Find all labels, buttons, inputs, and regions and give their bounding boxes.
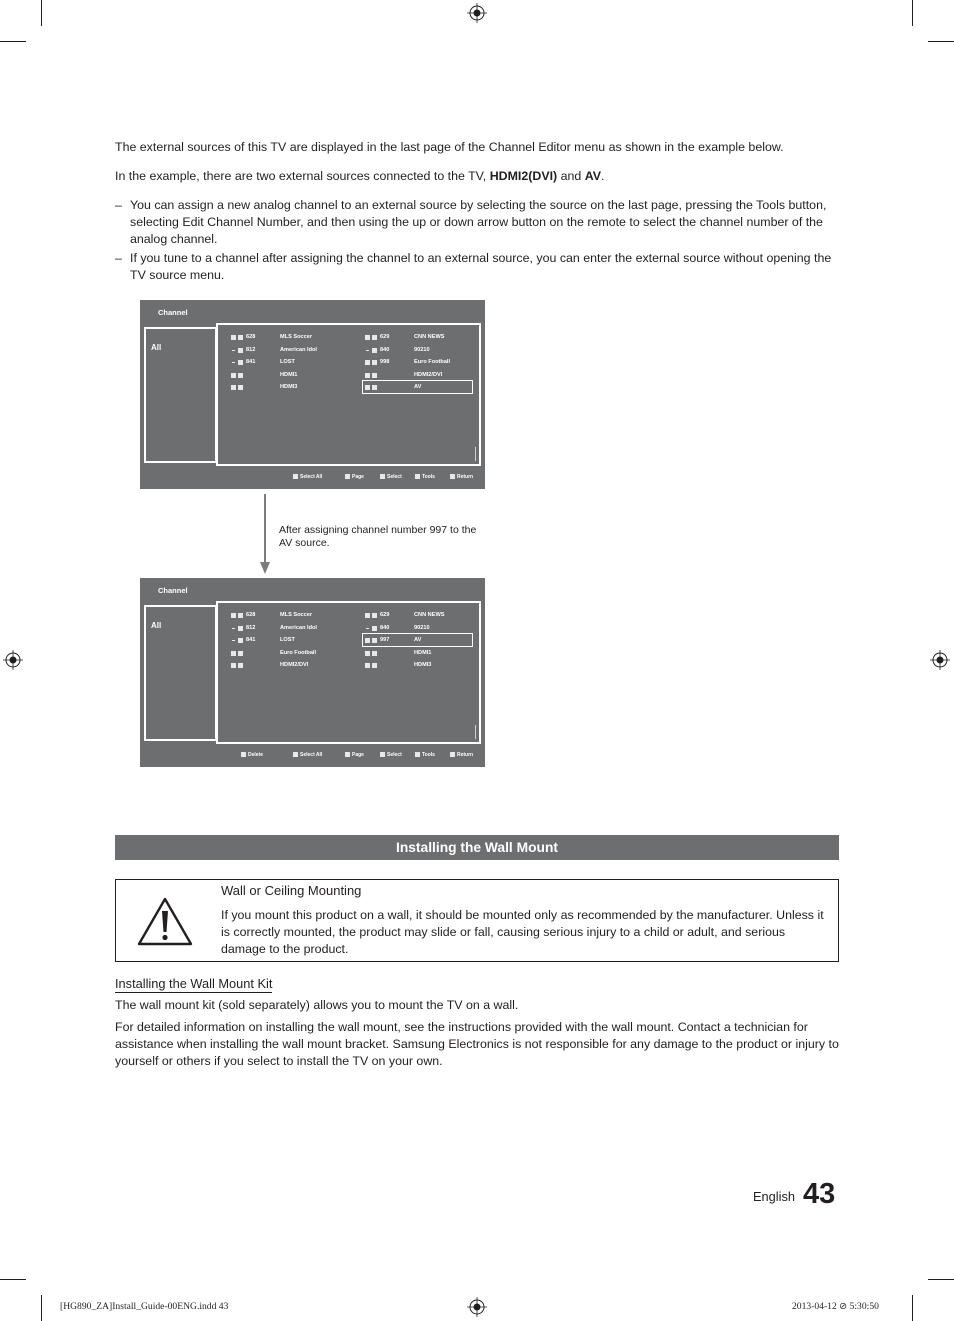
- registration-mark-icon: [467, 1297, 487, 1317]
- channel-row[interactable]: [231, 661, 341, 671]
- channel-name: HDMI3: [414, 662, 432, 668]
- channel-name: Euro Football: [280, 649, 317, 656]
- channel-name: HDMI1: [414, 649, 432, 656]
- antenna-type-icon: [238, 613, 243, 618]
- osd-footer-label: Select All: [300, 474, 323, 480]
- crop-mark: [928, 41, 954, 42]
- checkbox-icon[interactable]: [365, 385, 370, 390]
- checkbox-icon[interactable]: [365, 348, 370, 353]
- channel-row[interactable]: [365, 611, 475, 621]
- crop-mark: [912, 1295, 913, 1321]
- registration-mark-icon: [467, 3, 487, 23]
- registration-mark-icon: [3, 650, 23, 670]
- footer-language: English: [753, 1189, 795, 1204]
- osd-footer-button[interactable]: [380, 752, 402, 760]
- scrollbar: [475, 447, 476, 461]
- channel-row[interactable]: [231, 358, 341, 368]
- osd-footer-label: Page: [352, 474, 364, 480]
- kit-detail-paragraph: For detailed information on installing the wall mount, see the instructions provided with the wall mount. Contact a technician for assistance when installing the wall mount bracket. Samsung Electronics is not responsible for any damage to the product or injury to yourself or others if you select to install the TV on your own.: [115, 1020, 839, 1068]
- channel-name: MLS Soccer: [280, 612, 313, 618]
- channel-name: HDMI1: [280, 371, 298, 378]
- dash-marker: –: [115, 251, 122, 265]
- channel-number: 628: [246, 612, 256, 618]
- channel-row[interactable]: [365, 649, 475, 659]
- osd-footer-button[interactable]: [345, 474, 364, 482]
- channel-name: American Idol: [280, 624, 317, 631]
- checkbox-icon[interactable]: [365, 335, 370, 340]
- checkbox-icon[interactable]: [365, 663, 370, 668]
- channel-row[interactable]: [365, 333, 475, 343]
- channel-name: CNN NEWS: [414, 334, 445, 340]
- remote-button-icon: [345, 474, 350, 479]
- channel-row[interactable]: [365, 636, 475, 646]
- arrow-down-icon: [260, 562, 270, 574]
- example-text: .: [601, 169, 605, 183]
- print-slug-date: 2013-04-12 ⊘ 5:30:50: [792, 1301, 879, 1312]
- channel-name: HDMI3: [280, 384, 298, 390]
- checkbox-icon[interactable]: [231, 385, 236, 390]
- channel-number: 840: [380, 624, 390, 631]
- channel-row[interactable]: [231, 346, 341, 356]
- av-source-name: AV: [584, 169, 602, 183]
- example-text: and: [557, 169, 585, 183]
- checkbox-icon[interactable]: [231, 348, 236, 353]
- osd-footer-label: Delete: [248, 752, 264, 758]
- channel-name: LOST: [280, 637, 295, 643]
- osd-footer-button[interactable]: [415, 752, 435, 760]
- channel-name: American Idol: [280, 346, 317, 353]
- antenna-type-icon: [238, 663, 243, 668]
- remote-button-icon: [415, 474, 420, 479]
- antenna-type-icon: [238, 335, 243, 340]
- osd-footer-label: Select: [387, 752, 402, 758]
- checkbox-icon[interactable]: [231, 626, 236, 631]
- checkbox-icon[interactable]: [231, 360, 236, 365]
- checkbox-icon[interactable]: [231, 335, 236, 340]
- channel-number: 841: [246, 359, 256, 365]
- checkbox-icon[interactable]: [365, 638, 370, 643]
- example-text: In the example, there are two external sources connected to the TV,: [115, 169, 490, 183]
- osd-footer-button[interactable]: [241, 752, 263, 760]
- antenna-type-icon: [372, 638, 377, 643]
- channel-row[interactable]: [365, 346, 475, 356]
- antenna-type-icon: [238, 360, 243, 365]
- osd-footer-button[interactable]: [450, 474, 473, 482]
- antenna-type-icon: [372, 373, 377, 378]
- antenna-type-icon: [238, 385, 243, 390]
- category-all: All: [151, 343, 162, 352]
- antenna-type-icon: [372, 360, 377, 365]
- osd-footer-label: Tools: [422, 474, 435, 480]
- channel-row[interactable]: [365, 358, 475, 368]
- channel-name: 90210: [414, 346, 430, 353]
- crop-mark: [0, 1279, 26, 1280]
- crop-mark: [928, 1279, 954, 1280]
- osd-footer-label: Return: [457, 474, 474, 480]
- note-text: If you tune to a channel after assigning the channel to an external source, you can enter the external source without opening the TV source menu.: [130, 251, 832, 282]
- note-item: [115, 250, 840, 284]
- checkbox-icon[interactable]: [231, 663, 236, 668]
- channel-name: LOST: [280, 359, 295, 365]
- channel-number: 628: [246, 334, 256, 340]
- channel-number: 998: [380, 359, 390, 365]
- channel-name: AV: [414, 637, 422, 643]
- remote-button-icon: [450, 752, 455, 757]
- registration-mark-icon: [930, 650, 950, 670]
- channel-row[interactable]: [231, 649, 341, 659]
- channel-row[interactable]: [365, 661, 475, 671]
- channel-row[interactable]: [231, 371, 341, 381]
- checkbox-icon[interactable]: [231, 613, 236, 618]
- remote-button-icon: [241, 752, 246, 757]
- channel-category-panel: [144, 605, 217, 741]
- remote-button-icon: [415, 752, 420, 757]
- remote-button-icon: [293, 752, 298, 757]
- antenna-type-icon: [372, 335, 377, 340]
- osd-footer-label: Select: [387, 474, 402, 480]
- remote-button-icon: [450, 474, 455, 479]
- channel-name: 90210: [414, 624, 430, 631]
- osd-footer-button[interactable]: [380, 474, 402, 482]
- checkbox-icon[interactable]: [365, 360, 370, 365]
- category-all: All: [151, 621, 162, 630]
- channel-row[interactable]: [365, 371, 475, 381]
- channel-number: 841: [246, 637, 256, 643]
- channel-row[interactable]: [365, 383, 475, 393]
- warning-triangle-icon: [137, 897, 193, 947]
- channel-number: 812: [246, 346, 256, 353]
- antenna-type-icon: [372, 663, 377, 668]
- antenna-type-icon: [372, 651, 377, 656]
- channel-row[interactable]: [231, 611, 341, 621]
- channel-name: CNN NEWS: [414, 612, 445, 618]
- warning-title: Wall or Ceiling Mounting: [221, 883, 362, 898]
- checkbox-icon[interactable]: [365, 373, 370, 378]
- channel-name: MLS Soccer: [280, 334, 313, 340]
- warning-box: [115, 879, 839, 962]
- channel-name: AV: [414, 384, 422, 390]
- remote-button-icon: [293, 474, 298, 479]
- channel-number: 997: [380, 637, 390, 643]
- remote-button-icon: [380, 752, 385, 757]
- osd-footer-label: Page: [352, 752, 364, 758]
- scrollbar: [475, 725, 476, 739]
- example-paragraph: [115, 168, 840, 185]
- channel-row[interactable]: [365, 624, 475, 634]
- channel-row[interactable]: [231, 383, 341, 393]
- crop-mark: [41, 1295, 42, 1321]
- channel-number: 629: [380, 612, 390, 618]
- antenna-type-icon: [238, 348, 243, 353]
- osd-footer-button[interactable]: [450, 752, 473, 760]
- intro-paragraph: The external sources of this TV are displayed in the last page of the Channel Editor menu as shown in the example below.: [115, 140, 784, 154]
- channel-row[interactable]: [231, 636, 341, 646]
- channel-row[interactable]: [231, 624, 341, 634]
- section-heading: Installing the Wall Mount: [115, 835, 839, 860]
- osd-title: Channel: [158, 586, 188, 595]
- channel-category-panel: [144, 327, 217, 463]
- antenna-type-icon: [238, 651, 243, 656]
- kit-paragraph: The wall mount kit (sold separately) allows you to mount the TV on a wall.: [115, 998, 519, 1012]
- crop-mark: [0, 41, 26, 42]
- channel-number: 629: [380, 334, 390, 340]
- note-text: You can assign a new analog channel to an external source by selecting the source on the last page, pressing the Tools button, selecting Edit Channel Number, and then using the up or down arrow button on the remote to select the channel number of the analog channel.: [130, 198, 827, 246]
- antenna-type-icon: [238, 638, 243, 643]
- antenna-type-icon: [372, 385, 377, 390]
- checkbox-icon[interactable]: [231, 651, 236, 656]
- osd-footer-label: Select All: [300, 752, 323, 758]
- dash-marker: –: [115, 198, 122, 212]
- crop-mark: [912, 0, 913, 26]
- channel-number: 840: [380, 346, 390, 353]
- channel-name: HDMI2/DVI: [280, 662, 309, 668]
- antenna-type-icon: [238, 626, 243, 631]
- remote-button-icon: [345, 752, 350, 757]
- checkbox-icon[interactable]: [365, 613, 370, 618]
- osd-footer-button[interactable]: [293, 752, 322, 760]
- osd-footer-button[interactable]: [345, 752, 364, 760]
- channel-list-panel: [216, 323, 481, 466]
- channel-name: HDMI2/DVI: [414, 371, 443, 378]
- checkbox-icon[interactable]: [231, 373, 236, 378]
- page-number: 43: [803, 1178, 836, 1210]
- print-slug-file: [HG890_ZA]Install_Guide-00ENG.indd 43: [60, 1301, 229, 1312]
- remote-button-icon: [380, 474, 385, 479]
- hdmi-source-name: HDMI2(DVI): [489, 169, 558, 183]
- osd-footer-label: Return: [457, 752, 474, 758]
- antenna-type-icon: [238, 373, 243, 378]
- crop-mark: [41, 0, 42, 26]
- channel-name: Euro Football: [414, 359, 451, 365]
- note-item: [115, 197, 840, 248]
- osd-title: Channel: [158, 308, 188, 317]
- channel-screen-after: [140, 578, 485, 767]
- osd-footer-button[interactable]: [415, 474, 435, 482]
- channel-row[interactable]: [231, 333, 341, 343]
- channel-number: 812: [246, 624, 256, 631]
- antenna-type-icon: [372, 626, 377, 631]
- warning-text: If you mount this product on a wall, it should be mounted only as recommended by the manufacturer. Unless it is correctly mounted, the product may slide or fall, causing serious injury to a child or adult, and serious damage to the product.: [221, 908, 824, 956]
- checkbox-icon[interactable]: [365, 626, 370, 631]
- checkbox-icon[interactable]: [231, 638, 236, 643]
- channel-list-panel: [216, 601, 481, 744]
- arrow-connector: [264, 494, 266, 564]
- osd-footer-label: Tools: [422, 752, 435, 758]
- channel-screen-before: [140, 300, 485, 489]
- osd-footer-button[interactable]: [293, 474, 322, 482]
- arrow-caption: After assigning channel number 997 to the AV source.: [279, 524, 477, 549]
- antenna-type-icon: [372, 613, 377, 618]
- antenna-type-icon: [372, 348, 377, 353]
- subsection-heading: Installing the Wall Mount Kit: [115, 976, 273, 991]
- checkbox-icon[interactable]: [365, 651, 370, 656]
